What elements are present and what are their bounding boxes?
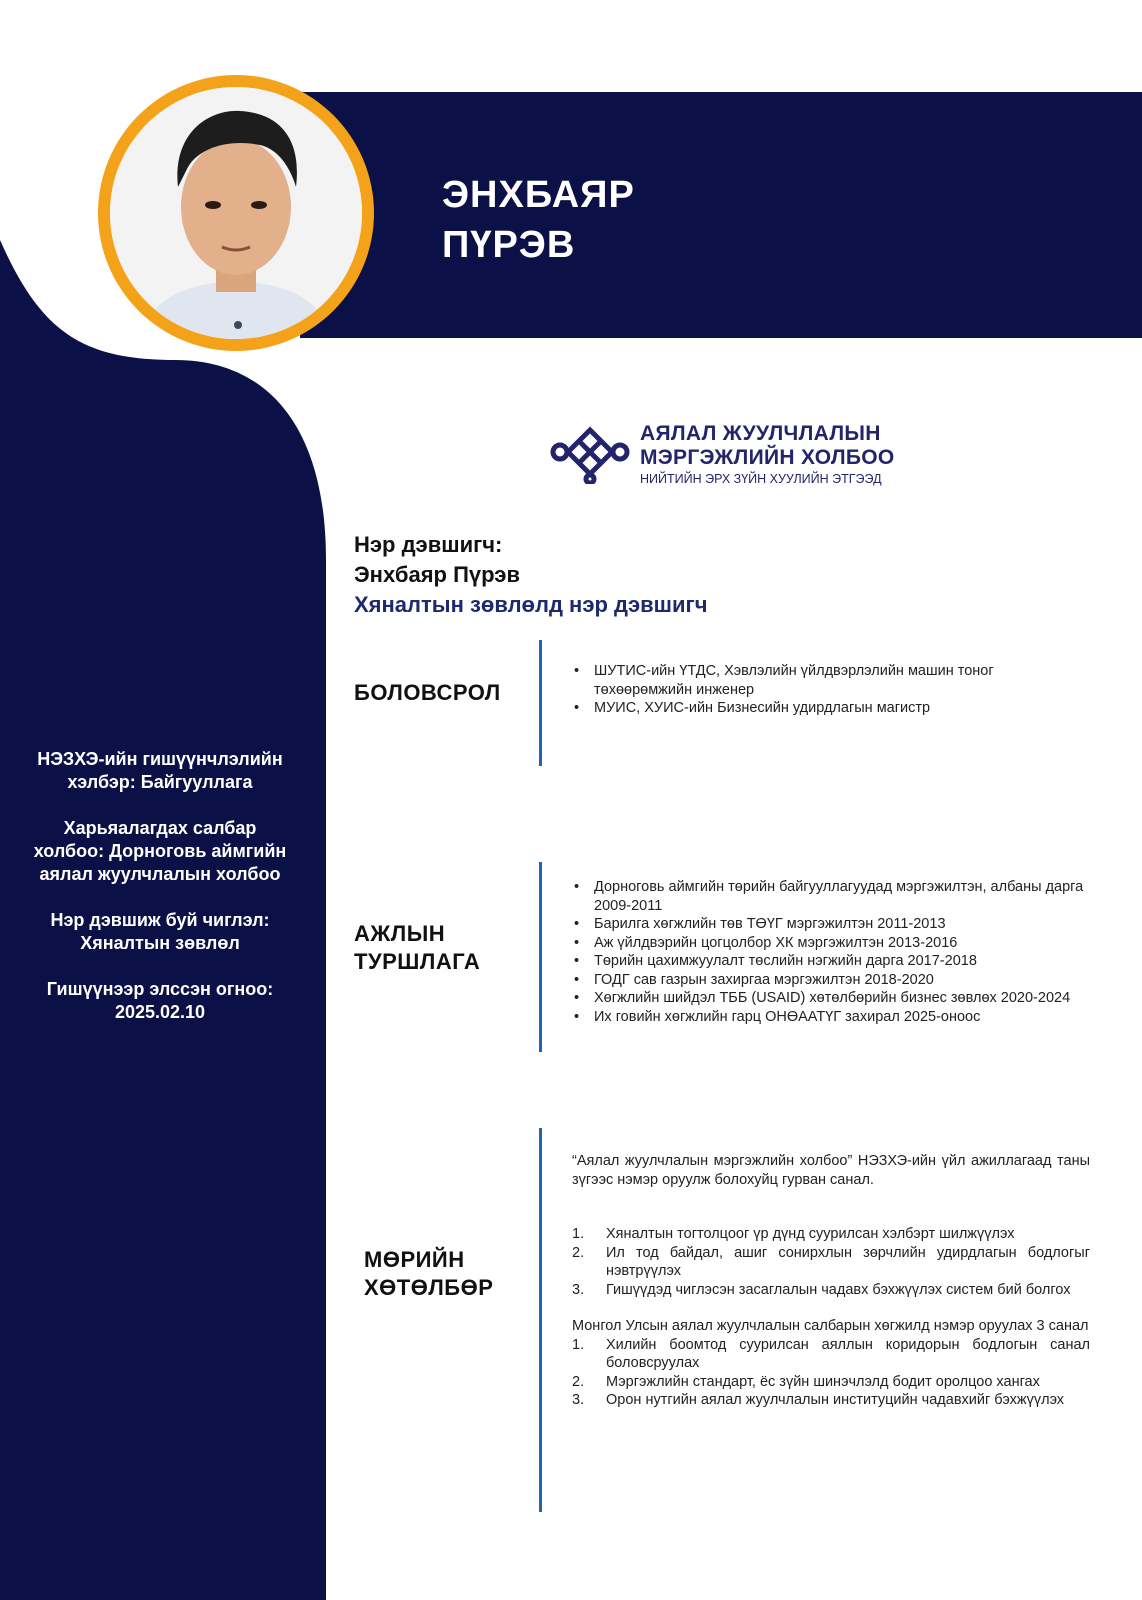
list-item: • ШУТИС-ийн ҮТДС, Хэвлэлийн үйлдвэрлэлийн машин тоног төхөөрөмжийн инженер: [574, 663, 994, 698]
list-item: 1. Хяналтын тогтолцоог үр дүнд суурилсан хэлбэрт шилжүүлэх: [572, 1226, 1015, 1242]
list-item: 3. Орон нутгийн аялал жуулчлалын институцийн чадавхийг бэхжүүлэх: [572, 1392, 1065, 1408]
list-item: • Их говийн хөгжлийн гарц ОНӨААТҮГ захирал 2025-оноос: [574, 1008, 981, 1025]
nominee-name: Энхбаяр Пүрэв: [354, 562, 520, 587]
education-title: БОЛОВСРОЛ: [354, 680, 501, 705]
education-list: [570, 662, 1090, 718]
branch-association: Харьяалагдах салбар холбоо: Дорноговь аймгийн аялал жуулчлалын холбоо: [33, 818, 287, 884]
join-date: Гишүүнээр элссэн огноо: 2025.02.10: [46, 979, 274, 1022]
list-item: • Төрийн цахимжуулалт төслийн нэгжийн дарга 2017-2018: [574, 953, 977, 969]
experience-list: [570, 878, 1090, 1026]
nominee-block: [354, 530, 707, 620]
list-item: • Аж үйлдвэрийн цогцолбор ХК мэргэжилтэн 2013-2016: [574, 934, 958, 951]
list-item: 2. Ил тод байдал, ашиг сонирхлын зөрчлийн удирдлагын бодлогыг нэвтрүүлэх: [572, 1244, 1090, 1279]
membership-type: НЭЗХЭ-ийн гишүүнчлэлийн хэлбэр: Байгууллага: [37, 749, 283, 792]
list-item: • ГОДГ сав газрын захиргаа мэргэжилтэн 2018-2020: [574, 971, 934, 988]
logo-subtitle: НИЙТИЙН ЭРХ ЗҮЙН ХУУЛИЙН ЭТГЭЭД: [640, 472, 882, 486]
program-intro-2: Монгол Улсын аялал жуулчлалын салбарын хөгжилд нэмэр оруулах 3 санал: [572, 1318, 1089, 1334]
nominee-label: Нэр дэвшигч:: [354, 532, 503, 557]
list-item: • Барилга хөгжлийн төв ТӨҮГ мэргэжилтэн 2011-2013: [574, 916, 946, 932]
list-item: 2. Мэргэжлийн стандарт, ёс зүйн шинэчлэлд бодит оролцоо хангах: [572, 1373, 1040, 1390]
portrait-icon: [110, 87, 362, 339]
header-band: [300, 92, 1142, 338]
list-item: 1. Хилийн боомтод суурилсан аяллын коридорын бодлогын санал боловсруулах: [572, 1336, 1090, 1371]
experience-title: АЖЛЫН ТУРШЛАГА: [354, 921, 481, 974]
program-divider: [539, 1128, 542, 1512]
list-item: • Хөгжлийн шийдэл ТББ (USAID) хөтөлбөрийн бизнес зөвлөх 2020-2024: [574, 990, 1071, 1006]
program-list-1: [572, 1225, 1090, 1299]
candidate-full-name: [442, 170, 635, 270]
nominee-role: Хяналтын зөвлөлд нэр дэвшигч: [354, 592, 708, 617]
experience-divider: [539, 862, 542, 1052]
candidate-portrait: [110, 87, 362, 339]
logo-title-line2: МЭРГЭЖЛИЙН ХОЛБОО: [640, 446, 895, 469]
education-divider: [539, 640, 542, 766]
list-item: • МУИС, ХУИС-ийн Бизнесийн удирдлагын магистр: [574, 700, 931, 716]
program-intro: “Аялал жуулчлалын мэргэжлийн холбоо” НЭЗХЭ-ийн үйл ажиллагаад таны зүгээс нэмэр оруулж болохуйц гурван санал.: [572, 1153, 1090, 1188]
nomination-direction: Нэр дэвшиж буй чиглэл: Хяналтын зөвлөл: [50, 910, 270, 953]
program-title: МӨРИЙН ХӨТӨЛБӨР: [364, 1247, 494, 1300]
list-item: 3. Гишүүдэд чиглэсэн засаглалын чадавх бэхжүүлэх систем бий болгох: [572, 1281, 1071, 1298]
last-name: ПҮРЭВ: [442, 224, 576, 266]
sidebar-info: [30, 748, 290, 1047]
organization-logo: [550, 420, 920, 490]
program-list-2: [572, 1336, 1090, 1410]
first-name: ЭНХБАЯР: [442, 174, 635, 216]
list-item: • Дорноговь аймгийн төрийн байгууллагуудад мэргэжилтэн, албаны дарга 2009-2011: [574, 879, 1084, 914]
endless-knot-icon: [550, 426, 630, 484]
program-content: [572, 1152, 1090, 1410]
logo-title-line1: АЯЛАЛ ЖУУЛЧЛАЛЫН: [640, 422, 881, 445]
